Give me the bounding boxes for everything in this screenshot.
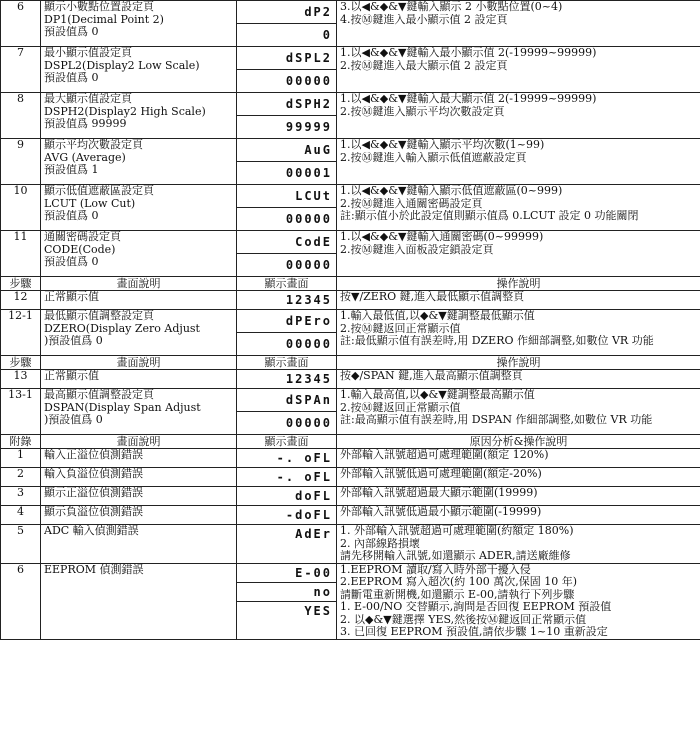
text-line: 預設值爲 1 xyxy=(44,164,99,176)
step-number: 5 xyxy=(1,525,41,564)
table-header-row xyxy=(1,356,700,370)
text-line: 1.以◀&◆&▼鍵輸入顯示低值遮蔽區(0~999) xyxy=(340,185,563,197)
text-line: 註:最高顯示值有誤差時,用 DSPAN 作細部調整,如數位 VR 功能 xyxy=(340,414,653,426)
table-row xyxy=(1,487,700,506)
header-desc: 畫面說明 xyxy=(41,435,237,449)
operation-description xyxy=(337,185,700,231)
step-number: 11 xyxy=(1,231,41,277)
text-line: 輸入正溢位偵測錯誤 xyxy=(44,449,143,461)
text-line: 請先移開輸入訊號,如還顯示 ADER,請送廠維修 xyxy=(340,550,571,562)
header-desc: 畫面說明 xyxy=(41,277,237,291)
text-line: LCUT (Low Cut) xyxy=(44,197,136,210)
step-number: 9 xyxy=(1,139,41,185)
text-line: DSPAN(Display Span Adjust xyxy=(44,401,201,414)
seven-segment-readout: -. oFL xyxy=(276,470,332,484)
display-screen xyxy=(237,370,337,389)
seven-segment-readout: 99999 xyxy=(285,120,332,134)
text-line: 預設值爲 99999 xyxy=(44,118,127,130)
table-row xyxy=(1,525,700,564)
step-number: 10 xyxy=(1,185,41,231)
step-number: 13 xyxy=(1,370,41,389)
seven-segment-readout: dP2 xyxy=(237,1,336,24)
display-screen xyxy=(237,468,337,487)
text-line: 顯示平均次數設定頁 xyxy=(44,139,143,151)
seven-segment-readout: dSPH2 xyxy=(237,93,336,116)
screen-description xyxy=(41,487,237,506)
step-number: 12-1 xyxy=(1,310,41,356)
seven-segment-readout: CodE xyxy=(237,231,336,254)
text-line: 註:顯示值小於此設定值則顯示值爲 0.LCUT 設定 0 功能關閉 xyxy=(340,210,639,222)
display-screen xyxy=(237,449,337,468)
seven-segment-readout: 00000 xyxy=(285,337,332,351)
table-row xyxy=(1,449,700,468)
operation-description xyxy=(337,468,700,487)
text-line: 正常顯示值 xyxy=(44,370,99,382)
text-line: DZERO(Display Zero Adjust xyxy=(44,322,200,335)
seven-segment-readout: -doFL xyxy=(285,508,332,522)
text-line: 2.EEPROM 寫入超次(約 100 萬次,保固 10 年) xyxy=(340,576,578,588)
screen-description xyxy=(41,468,237,487)
seven-segment-readout: 00001 xyxy=(285,166,332,180)
display-screen xyxy=(237,47,337,93)
text-line: 2.按Ⓜ鍵進入面板設定鎖設定頁 xyxy=(340,243,494,256)
display-screen xyxy=(237,291,337,310)
operation-description xyxy=(337,506,700,525)
operation-description xyxy=(337,139,700,185)
text-line: 最大顯示值設定頁 xyxy=(44,93,132,105)
seven-segment-readout: LCUt xyxy=(237,185,336,208)
display-screen xyxy=(237,389,337,435)
operation-description xyxy=(337,93,700,139)
text-line: 2.按Ⓜ鍵返回正常顯示值 xyxy=(340,401,461,414)
table-row xyxy=(1,370,700,389)
text-line: 2. 內部線路損壞 xyxy=(340,537,420,550)
text-line: 預設值爲 0 xyxy=(44,210,99,222)
table-row xyxy=(1,563,700,639)
text-line: 顯示小數點位置設定頁 xyxy=(44,1,154,13)
text-line: 外部輸入訊號低過最小顯示範圍(-19999) xyxy=(340,506,542,518)
text-line: 請斷電重新開機,如還顯示 E-00,請執行下列步驟 xyxy=(340,588,575,601)
step-number: 6 xyxy=(1,1,41,47)
header-ops: 操作說明 xyxy=(337,277,700,291)
text-line: 2.按Ⓜ鍵返回正常顯示值 xyxy=(340,322,461,335)
header-ops: 原因分析&操作說明 xyxy=(337,435,700,449)
text-line: 顯示低值遮蔽區設定頁 xyxy=(44,185,154,197)
text-line: 1.以◀&◆&▼鍵輸入最小顯示值 2(-19999~99999) xyxy=(340,47,597,59)
step-number: 4 xyxy=(1,506,41,525)
screen-description xyxy=(41,449,237,468)
seven-segment-readout: 00000 xyxy=(285,212,332,226)
table-row xyxy=(1,47,700,93)
step-number: 7 xyxy=(1,47,41,93)
screen-description xyxy=(41,139,237,185)
text-line: 1.EEPROM 讀取/寫入時外部干擾入侵 xyxy=(340,563,531,576)
text-line: AVG (Average) xyxy=(44,151,126,164)
text-line: DP1(Decimal Point 2) xyxy=(44,13,164,26)
display-screen xyxy=(237,93,337,139)
text-line: 2.按Ⓜ鍵進入通關密碼設定頁 xyxy=(340,197,483,210)
display-screen xyxy=(237,506,337,525)
step-number: 3 xyxy=(1,487,41,506)
text-line: 4.按Ⓜ鍵進入最小顯示值 2 設定頁 xyxy=(340,13,508,26)
text-line: DSPL2(Display2 Low Scale) xyxy=(44,59,200,72)
text-line: 最高顯示值調整設定頁 xyxy=(44,389,154,401)
seven-segment-readout: YES xyxy=(304,603,332,618)
seven-segment-readout: AdEr xyxy=(295,527,332,541)
text-line: 正常顯示值 xyxy=(44,291,99,303)
table-row xyxy=(1,1,700,47)
header-step: 步驟 xyxy=(1,277,41,291)
text-line: 顯示負溢位偵測錯誤 xyxy=(44,506,143,518)
text-line: 外部輸入訊號超過可處理範圍(額定 120%) xyxy=(340,449,549,461)
display-screen xyxy=(237,139,337,185)
screen-description xyxy=(41,370,237,389)
text-line: 顯示正溢位偵測錯誤 xyxy=(44,487,143,499)
seven-segment-readout: dSPAn xyxy=(237,389,336,412)
header-ops: 操作說明 xyxy=(337,356,700,370)
text-line: DSPH2(Display2 High Scale) xyxy=(44,105,206,118)
text-line: 1.以◀&◆&▼鍵輸入最大顯示值 2(-19999~99999) xyxy=(340,93,597,105)
seven-segment-readout: 12345 xyxy=(285,372,332,386)
display-screen xyxy=(237,231,337,277)
text-line: 預設值爲 0 xyxy=(44,72,99,84)
screen-description xyxy=(41,310,237,356)
text-line: CODE(Code) xyxy=(44,243,116,256)
text-line: 按◆/SPAN 鍵,進入最高顯示值調整頁 xyxy=(340,370,523,382)
text-line: 1.以◀&◆&▼鍵輸入通關密碼(0~99999) xyxy=(340,231,544,243)
text-line: 按▼/ZERO 鍵,進入最低顯示值調整頁 xyxy=(340,291,525,303)
seven-segment-readout: 00000 xyxy=(285,416,332,430)
operation-description xyxy=(337,47,700,93)
step-number: 6 xyxy=(1,563,41,639)
text-line: ADC 輸入偵測錯誤 xyxy=(44,525,139,537)
header-desc: 畫面說明 xyxy=(41,356,237,370)
text-line: 最小顯示值設定頁 xyxy=(44,47,132,59)
screen-description xyxy=(41,563,237,639)
operation-description xyxy=(337,525,700,564)
text-line: 外部輸入訊號超過最大顯示範圍(19999) xyxy=(340,487,538,499)
text-line: 預設值爲 0 xyxy=(44,256,99,268)
text-line: 3.以◀&◆&▼鍵輸入顯示 2 小數點位置(0~4) xyxy=(340,1,563,13)
operation-description xyxy=(337,310,700,356)
text-line: 3. 已回復 EEPROM 預設值,請依步驟 1~10 重新設定 xyxy=(340,626,608,638)
table-row xyxy=(1,506,700,525)
operation-description xyxy=(337,231,700,277)
screen-description xyxy=(41,525,237,564)
operation-description xyxy=(337,487,700,506)
operation-description xyxy=(337,291,700,310)
text-line: 1.輸入最低值,以◆&▼鍵調整最低顯示值 xyxy=(340,310,535,322)
screen-description xyxy=(41,93,237,139)
table-header-row xyxy=(1,277,700,291)
operation-description xyxy=(337,1,700,47)
display-screen xyxy=(237,487,337,506)
table-row xyxy=(1,389,700,435)
text-line: 2.按Ⓜ鍵進入輸入顯示低值遮蔽設定頁 xyxy=(340,151,527,164)
display-screen xyxy=(237,525,337,564)
screen-description xyxy=(41,506,237,525)
text-line: 1. E-00/NO 交替顯示,詢問是否回復 EEPROM 預設值 xyxy=(340,601,612,613)
header-disp: 顯示畫面 xyxy=(237,435,337,449)
table-row xyxy=(1,291,700,310)
step-number: 2 xyxy=(1,468,41,487)
seven-segment-readout: dSPL2 xyxy=(237,47,336,70)
header-step: 附錄 xyxy=(1,435,41,449)
text-line: 1. 外部輸入訊號超過可處理範圍(約額定 180%) xyxy=(340,525,574,537)
step-number: 1 xyxy=(1,449,41,468)
text-line: EEPROM 偵測錯誤 xyxy=(44,563,144,576)
table-row xyxy=(1,93,700,139)
text-line: 外部輸入訊號低過可處理範圍(額定-20%) xyxy=(340,468,542,480)
header-disp: 顯示畫面 xyxy=(237,277,337,291)
text-line: 通關密碼設定頁 xyxy=(44,231,121,243)
header-step: 步驟 xyxy=(1,356,41,370)
text-line: 2. 以◆&▼鍵選擇 YES,然後按Ⓜ鍵返回正常顯示值 xyxy=(340,613,587,626)
table-header-row xyxy=(1,435,700,449)
text-line: 1.輸入最高值,以◆&▼鍵調整最高顯示值 xyxy=(340,389,535,401)
table-row xyxy=(1,185,700,231)
text-line: 最低顯示值調整設定頁 xyxy=(44,310,154,322)
operation-description xyxy=(337,389,700,435)
seven-segment-readout: 00000 xyxy=(285,74,332,88)
text-line: 1.以◀&◆&▼鍵輸入顯示平均次數(1~99) xyxy=(340,139,545,151)
table-row xyxy=(1,231,700,277)
text-line: 2.按Ⓜ鍵進入最大顯示值 2 設定頁 xyxy=(340,59,508,72)
step-number: 13-1 xyxy=(1,389,41,435)
header-disp: 顯示畫面 xyxy=(237,356,337,370)
seven-segment-readout: E-00 xyxy=(237,564,336,583)
screen-description xyxy=(41,185,237,231)
table-row xyxy=(1,468,700,487)
seven-segment-readout: no xyxy=(237,583,336,602)
screen-description xyxy=(41,389,237,435)
seven-segment-readout: doFL xyxy=(295,489,332,503)
screen-description xyxy=(41,47,237,93)
seven-segment-readout: 00000 xyxy=(285,258,332,272)
screen-description xyxy=(41,291,237,310)
display-screen xyxy=(237,185,337,231)
screen-description xyxy=(41,231,237,277)
seven-segment-readout: -. oFL xyxy=(276,451,332,465)
text-line: 註:最低顯示值有誤差時,用 DZERO 作細部調整,如數位 VR 功能 xyxy=(340,335,654,347)
table-row xyxy=(1,139,700,185)
seven-segment-readout: dPEro xyxy=(237,310,336,333)
text-line: )預設值爲 0 xyxy=(44,414,103,426)
seven-segment-readout: AuG xyxy=(237,139,336,162)
display-screen xyxy=(237,310,337,356)
text-line: )預設值爲 0 xyxy=(44,335,103,347)
step-number: 8 xyxy=(1,93,41,139)
table-row xyxy=(1,310,700,356)
operation-description xyxy=(337,563,700,639)
text-line: 2.按Ⓜ鍵進入顯示平均次數設定頁 xyxy=(340,105,505,118)
operation-description xyxy=(337,370,700,389)
display-screen xyxy=(237,1,337,47)
screen-description xyxy=(41,1,237,47)
step-number: 12 xyxy=(1,291,41,310)
seven-segment-readout: 0 xyxy=(322,28,332,42)
display-screen xyxy=(237,563,337,639)
text-line: 預設值爲 0 xyxy=(44,26,99,38)
text-line: 輸入負溢位偵測錯誤 xyxy=(44,468,143,480)
operation-description xyxy=(337,449,700,468)
seven-segment-readout: 12345 xyxy=(285,293,332,307)
